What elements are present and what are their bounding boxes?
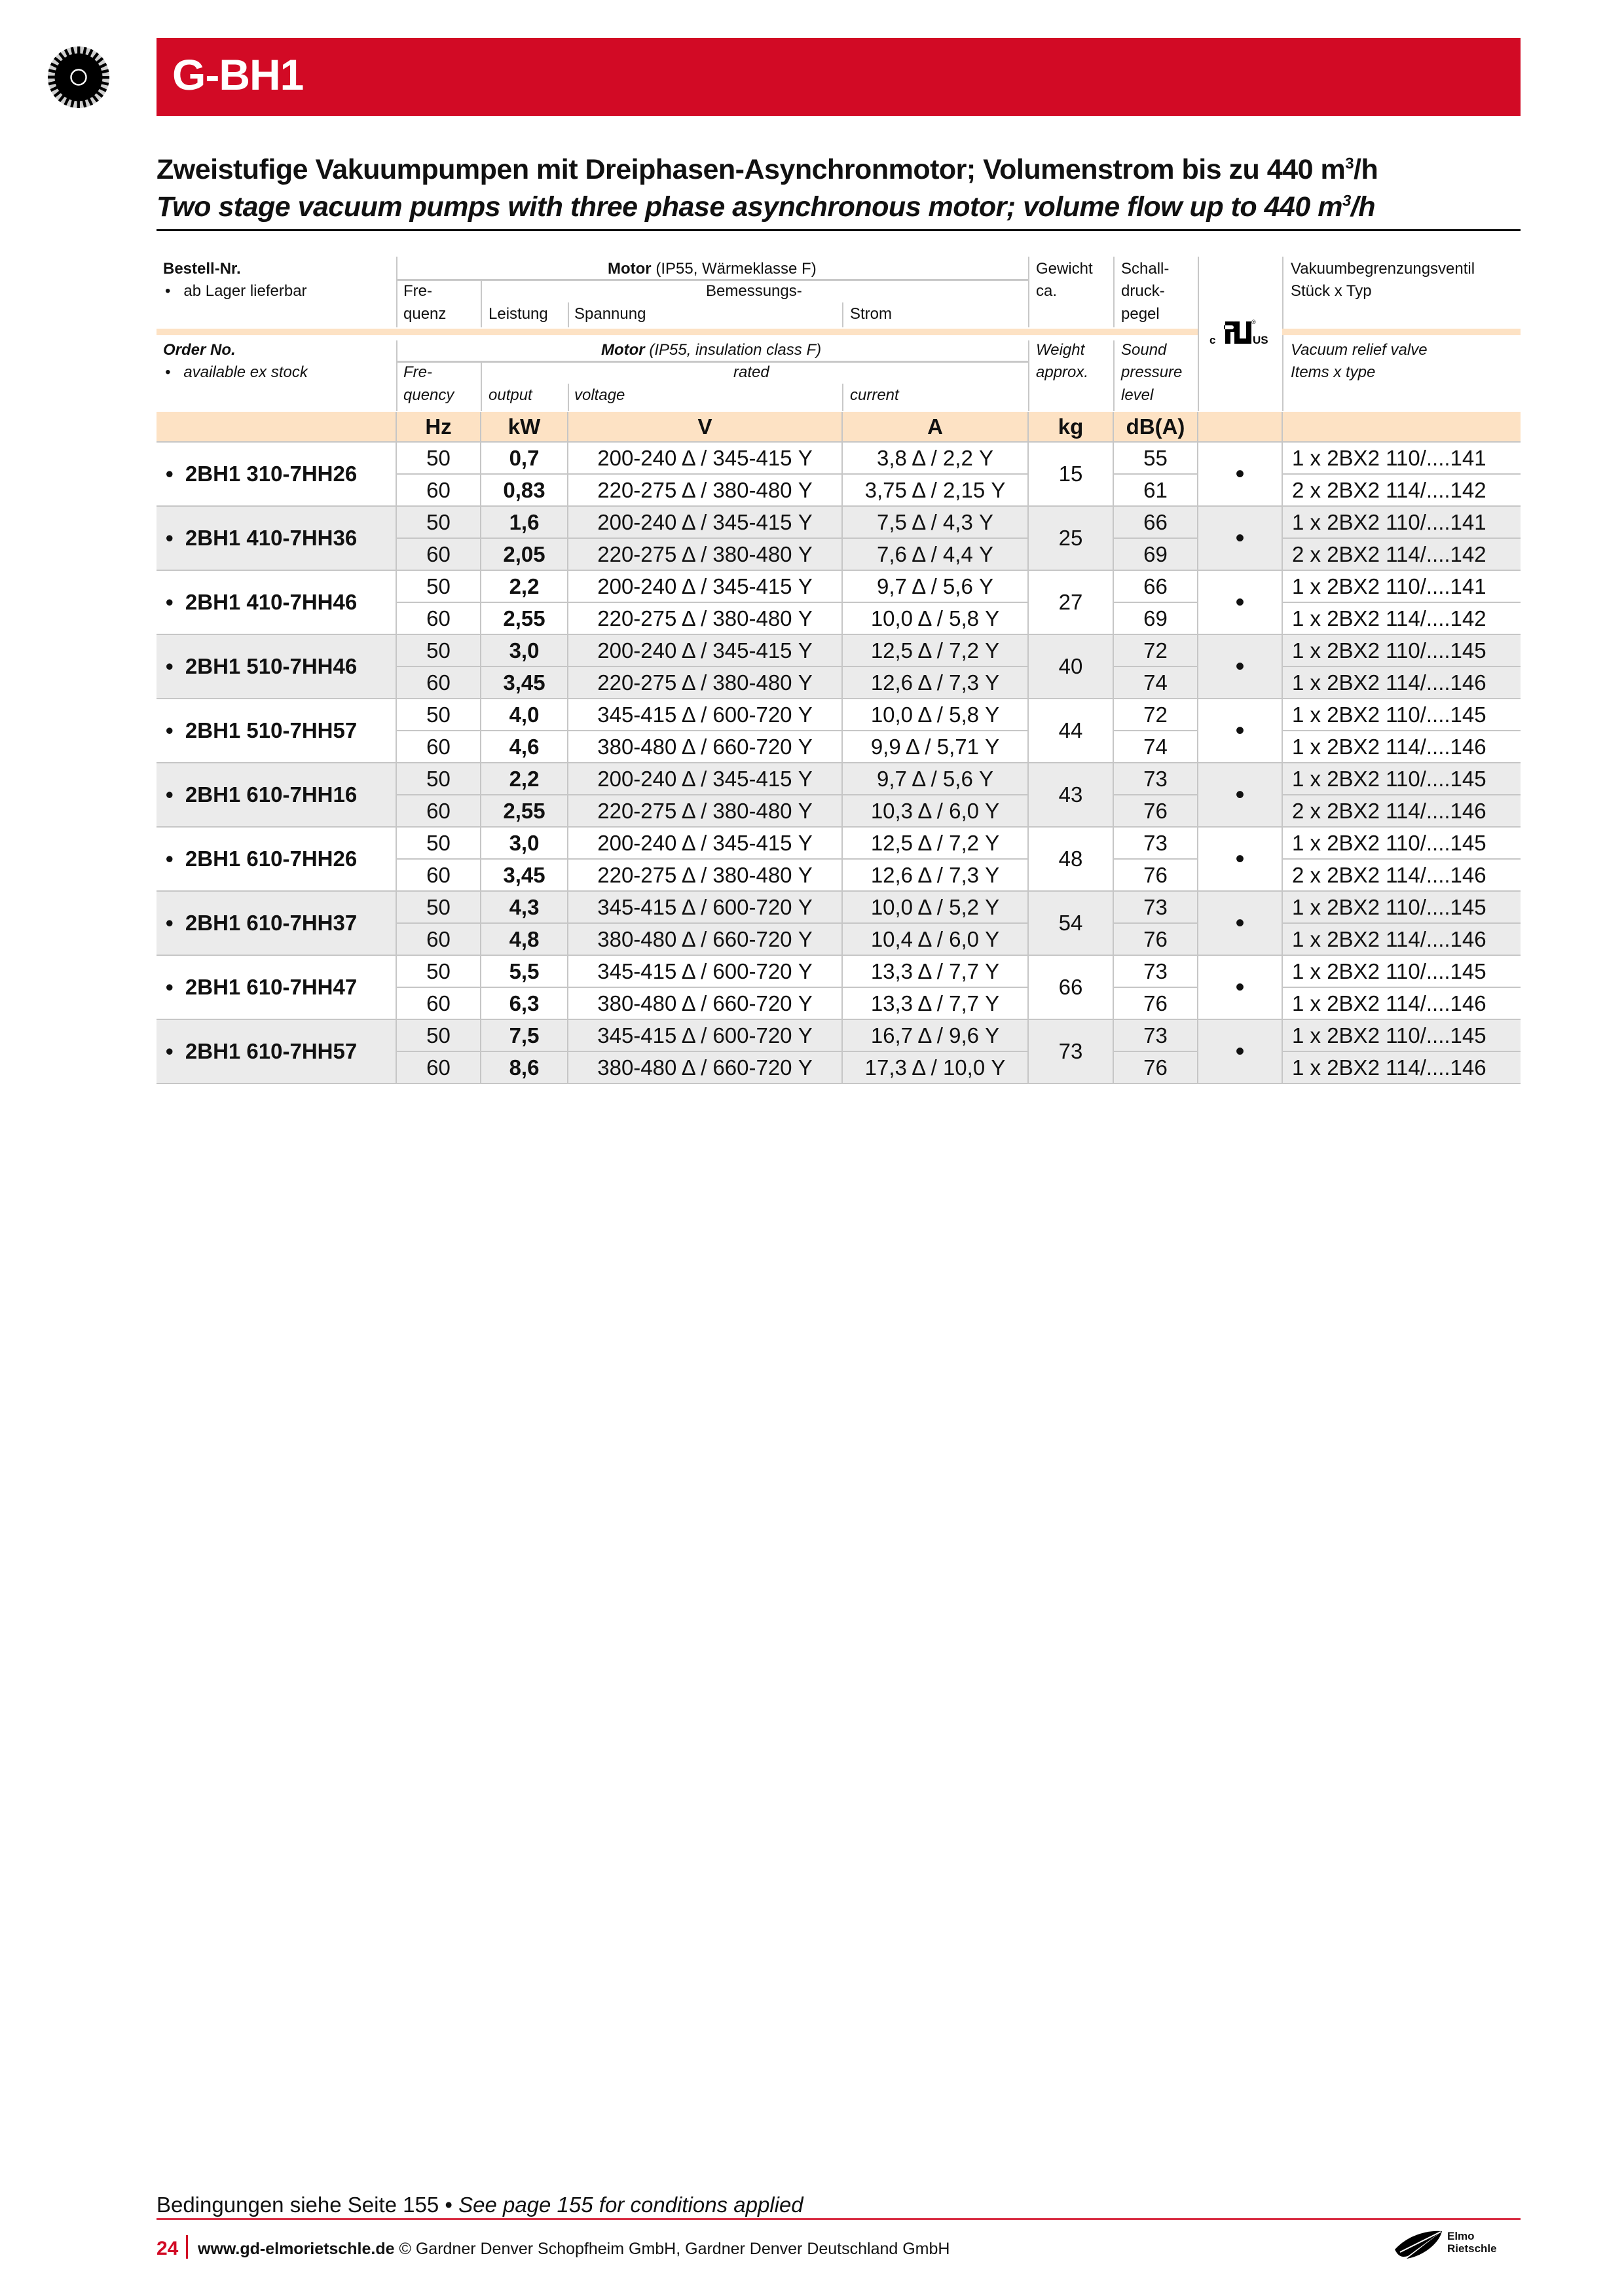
table-row	[157, 506, 1521, 538]
weight-cell: 73	[1028, 1019, 1113, 1084]
weight-label-en-2: approx.	[1036, 363, 1089, 381]
sound-level-cell: 72	[1113, 699, 1198, 731]
ul-approved-cell	[1198, 827, 1282, 891]
sound-level-cell: 55	[1113, 442, 1198, 474]
relief-valve-cell: 1 x 2BX2 110/....145	[1282, 955, 1521, 987]
voltage-cell: 345-415 Δ / 600-720 Y	[568, 1019, 842, 1051]
svg-text:c: c	[1209, 334, 1216, 346]
conditions-note: Bedingungen siehe Seite 155 • See page 155 for conditions applied	[157, 2193, 803, 2217]
sound-label-en-3: level	[1121, 386, 1154, 404]
unit-kw: kW	[481, 412, 568, 442]
output-cell: 5,5	[481, 955, 568, 987]
col-separator	[481, 363, 482, 411]
section-banner	[157, 38, 1521, 116]
frequency-cell: 60	[396, 666, 481, 699]
ul-approved-bullet: •	[1235, 780, 1245, 809]
valve-label-de-2: Stück x Typ	[1291, 282, 1372, 300]
voltage-label-de: Spannung	[574, 305, 646, 323]
frequency-cell: 60	[396, 731, 481, 763]
current-cell: 10,3 Δ / 6,0 Y	[842, 795, 1028, 827]
output-cell: 3,0	[481, 634, 568, 666]
voltage-cell: 220-275 Δ / 380-480 Y	[568, 859, 842, 891]
col-separator	[1028, 257, 1029, 327]
sound-level-cell: 73	[1113, 827, 1198, 859]
current-label-de: Strom	[850, 305, 893, 323]
output-cell: 7,5	[481, 1019, 568, 1051]
weight-label-de-2: ca.	[1036, 282, 1058, 300]
output-cell: 0,7	[481, 442, 568, 474]
order-no-label-de: Bestell-Nr.	[163, 260, 241, 278]
current-cell: 12,5 Δ / 7,2 Y	[842, 827, 1028, 859]
header-band	[1282, 329, 1521, 335]
rated-label-de: Bemessungs-	[706, 282, 802, 300]
output-cell: 4,6	[481, 731, 568, 763]
ul-approved-cell	[1198, 955, 1282, 1019]
freq-label-de-1: Fre-	[403, 282, 432, 300]
voltage-cell: 345-415 Δ / 600-720 Y	[568, 891, 842, 923]
unit-kg: kg	[1028, 412, 1113, 442]
sound-level-cell: 73	[1113, 955, 1198, 987]
voltage-cell: 200-240 Δ / 345-415 Y	[568, 570, 842, 602]
order-no-label-en: Order No.	[163, 341, 236, 359]
unit-cell	[1198, 412, 1282, 442]
relief-valve-cell: 1 x 2BX2 114/....146	[1282, 1051, 1521, 1084]
unit-hz: Hz	[396, 412, 481, 442]
frequency-cell: 60	[396, 987, 481, 1019]
voltage-cell: 200-240 Δ / 345-415 Y	[568, 634, 842, 666]
ul-approved-cell	[1198, 506, 1282, 570]
col-separator	[568, 302, 569, 327]
output-cell: 3,0	[481, 827, 568, 859]
voltage-cell: 380-480 Δ / 660-720 Y	[568, 731, 842, 763]
col-separator	[1028, 340, 1029, 411]
freq-label-en-1: Fre-	[403, 363, 432, 381]
sound-label-en-2: pressure	[1121, 363, 1183, 381]
col-separator	[396, 340, 397, 411]
table-row	[157, 827, 1521, 859]
voltage-cell: 380-480 Δ / 660-720 Y	[568, 1051, 842, 1084]
freq-label-en-2: quency	[403, 386, 454, 404]
frequency-cell: 50	[396, 891, 481, 923]
frequency-cell: 60	[396, 602, 481, 634]
col-separator	[1113, 340, 1115, 411]
unit-v: V	[568, 412, 842, 442]
sound-level-cell: 76	[1113, 795, 1198, 827]
sound-level-cell: 69	[1113, 602, 1198, 634]
valve-label-en-1: Vacuum relief valve	[1291, 341, 1428, 359]
footer-rule	[157, 2218, 1521, 2220]
voltage-cell: 345-415 Δ / 600-720 Y	[568, 955, 842, 987]
website-link[interactable]: www.gd-elmorietschle.de	[198, 2240, 395, 2258]
output-cell: 2,55	[481, 795, 568, 827]
weight-cell: 44	[1028, 699, 1113, 763]
ul-approved-bullet: •	[1235, 651, 1245, 681]
sound-level-cell: 72	[1113, 634, 1198, 666]
svg-text:US: US	[1253, 334, 1268, 346]
voltage-cell: 200-240 Δ / 345-415 Y	[568, 442, 842, 474]
ul-approved-cell	[1198, 763, 1282, 827]
motor-label-de: Motor (IP55, Wärmeklasse F)	[608, 260, 817, 278]
order-number: • 2BH1 610-7HH37	[157, 891, 396, 955]
frequency-cell: 50	[396, 442, 481, 474]
logo-text-2: Rietschle	[1447, 2242, 1497, 2255]
header-band	[157, 329, 1198, 335]
ul-approved-bullet: •	[1235, 1036, 1245, 1066]
ul-approved-cell	[1198, 570, 1282, 634]
units-row	[157, 412, 1521, 442]
output-cell: 2,2	[481, 763, 568, 795]
sound-level-cell: 61	[1113, 474, 1198, 506]
order-number: • 2BH1 310-7HH26	[157, 442, 396, 506]
table-row	[157, 442, 1521, 474]
output-cell: 0,83	[481, 474, 568, 506]
sound-level-cell: 73	[1113, 763, 1198, 795]
voltage-cell: 220-275 Δ / 380-480 Y	[568, 795, 842, 827]
weight-cell: 27	[1028, 570, 1113, 634]
voltage-cell: 200-240 Δ / 345-415 Y	[568, 827, 842, 859]
voltage-cell: 220-275 Δ / 380-480 Y	[568, 666, 842, 699]
freq-label-de-2: quenz	[403, 305, 447, 323]
sound-label-de-3: pegel	[1121, 305, 1160, 323]
page-number: 24	[157, 2238, 179, 2259]
weight-cell: 48	[1028, 827, 1113, 891]
frequency-cell: 50	[396, 699, 481, 731]
unit-cell	[157, 412, 396, 442]
stock-note-en: • available ex stock	[165, 363, 308, 381]
ul-approved-cell	[1198, 699, 1282, 763]
frequency-cell: 50	[396, 506, 481, 538]
current-cell: 12,6 Δ / 7,3 Y	[842, 859, 1028, 891]
swoosh-icon	[1395, 2230, 1442, 2259]
unit-a: A	[842, 412, 1028, 442]
table-row	[157, 570, 1521, 602]
rated-label-en: rated	[733, 363, 769, 381]
relief-valve-cell: 1 x 2BX2 110/....145	[1282, 891, 1521, 923]
sound-label-de-1: Schall-	[1121, 260, 1170, 278]
output-label-en: output	[489, 386, 532, 404]
current-cell: 3,8 Δ / 2,2 Y	[842, 442, 1028, 474]
ul-approved-cell	[1198, 891, 1282, 955]
current-cell: 16,7 Δ / 9,6 Y	[842, 1019, 1028, 1051]
frequency-cell: 60	[396, 795, 481, 827]
relief-valve-cell: 1 x 2BX2 114/....142	[1282, 602, 1521, 634]
output-label-de: Leistung	[489, 305, 548, 323]
frequency-cell: 60	[396, 474, 481, 506]
frequency-cell: 60	[396, 859, 481, 891]
current-cell: 7,5 Δ / 4,3 Y	[842, 506, 1028, 538]
output-cell: 2,55	[481, 602, 568, 634]
weight-cell: 25	[1028, 506, 1113, 570]
col-separator	[396, 257, 397, 327]
col-separator	[1198, 257, 1199, 411]
ul-approved-bullet: •	[1235, 972, 1245, 1002]
pump-spec-table	[157, 412, 1521, 1084]
sound-level-cell: 73	[1113, 1019, 1198, 1051]
weight-cell: 40	[1028, 634, 1113, 699]
stock-note-de: • ab Lager lieferbar	[165, 282, 307, 300]
title-rule	[157, 229, 1521, 231]
frequency-cell: 60	[396, 538, 481, 570]
voltage-cell: 380-480 Δ / 660-720 Y	[568, 987, 842, 1019]
frequency-cell: 50	[396, 1019, 481, 1051]
motor-label-en: Motor (IP55, insulation class F)	[601, 341, 822, 359]
sound-label-en-1: Sound	[1121, 341, 1167, 359]
ul-certification-icon	[1209, 318, 1271, 349]
weight-cell: 43	[1028, 763, 1113, 827]
title-english: Two stage vacuum pumps with three phase asynchronous motor; volume flow up to 440 $m^3/h$	[157, 191, 1376, 223]
order-number: • 2BH1 410-7HH36	[157, 506, 396, 570]
sound-level-cell: 69	[1113, 538, 1198, 570]
relief-valve-cell: 2 x 2BX2 114/....142	[1282, 474, 1521, 506]
col-separator	[568, 384, 569, 411]
sound-level-cell: 74	[1113, 731, 1198, 763]
relief-valve-cell: 2 x 2BX2 114/....142	[1282, 538, 1521, 570]
unit-cell	[1282, 412, 1521, 442]
sound-level-cell: 76	[1113, 987, 1198, 1019]
current-cell: 9,9 Δ / 5,71 Y	[842, 731, 1028, 763]
order-number: • 2BH1 510-7HH57	[157, 699, 396, 763]
table-row	[157, 955, 1521, 987]
current-cell: 13,3 Δ / 7,7 Y	[842, 955, 1028, 987]
relief-valve-cell: 1 x 2BX2 110/....141	[1282, 506, 1521, 538]
col-separator	[1113, 257, 1115, 327]
voltage-cell: 345-415 Δ / 600-720 Y	[568, 699, 842, 731]
frequency-cell: 50	[396, 955, 481, 987]
table-row	[157, 634, 1521, 666]
voltage-cell: 200-240 Δ / 345-415 Y	[568, 506, 842, 538]
output-cell: 4,0	[481, 699, 568, 731]
table-row	[157, 763, 1521, 795]
voltage-cell: 200-240 Δ / 345-415 Y	[568, 763, 842, 795]
output-cell: 6,3	[481, 987, 568, 1019]
ul-approved-bullet: •	[1235, 844, 1245, 873]
unit-db: dB(A)	[1113, 412, 1198, 442]
frequency-cell: 60	[396, 923, 481, 955]
table-row	[157, 1019, 1521, 1051]
sound-level-cell: 66	[1113, 506, 1198, 538]
current-cell: 3,75 Δ / 2,15 Y	[842, 474, 1028, 506]
current-cell: 7,6 Δ / 4,4 Y	[842, 538, 1028, 570]
ul-approved-bullet: •	[1235, 587, 1245, 617]
voltage-cell: 380-480 Δ / 660-720 Y	[568, 923, 842, 955]
relief-valve-cell: 1 x 2BX2 110/....141	[1282, 570, 1521, 602]
sound-level-cell: 76	[1113, 859, 1198, 891]
output-cell: 2,2	[481, 570, 568, 602]
gear-logo-icon	[47, 46, 110, 109]
table-row	[157, 699, 1521, 731]
relief-valve-cell: 1 x 2BX2 110/....145	[1282, 699, 1521, 731]
relief-valve-cell: 1 x 2BX2 110/....145	[1282, 763, 1521, 795]
current-cell: 12,6 Δ / 7,3 Y	[842, 666, 1028, 699]
valve-label-de-1: Vakuumbegrenzungsventil	[1291, 260, 1475, 278]
frequency-cell: 50	[396, 763, 481, 795]
order-number: • 2BH1 610-7HH57	[157, 1019, 396, 1084]
voltage-cell: 220-275 Δ / 380-480 Y	[568, 602, 842, 634]
section-code: G-BH1	[172, 50, 304, 99]
sound-level-cell: 76	[1113, 923, 1198, 955]
current-cell: 9,7 Δ / 5,6 Y	[842, 763, 1028, 795]
relief-valve-cell: 2 x 2BX2 114/....146	[1282, 859, 1521, 891]
frequency-cell: 50	[396, 827, 481, 859]
voltage-label-en: voltage	[574, 386, 625, 404]
title-german: Zweistufige Vakuumpumpen mit Dreiphasen-Asynchronmotor; Volumenstrom bis zu 440 $m^3/h$	[157, 154, 1378, 185]
relief-valve-cell: 1 x 2BX2 114/....146	[1282, 731, 1521, 763]
current-cell: 10,4 Δ / 6,0 Y	[842, 923, 1028, 955]
current-cell: 10,0 Δ / 5,8 Y	[842, 699, 1028, 731]
relief-valve-cell: 1 x 2BX2 114/....146	[1282, 987, 1521, 1019]
svg-text:®: ®	[1251, 319, 1256, 325]
relief-valve-cell: 1 x 2BX2 110/....141	[1282, 442, 1521, 474]
ul-approved-cell	[1198, 634, 1282, 699]
frequency-cell: 60	[396, 1051, 481, 1084]
valve-label-en-2: Items x type	[1291, 363, 1376, 381]
sound-level-cell: 73	[1113, 891, 1198, 923]
ul-approved-bullet: •	[1235, 459, 1245, 488]
sound-level-cell: 66	[1113, 570, 1198, 602]
order-number: • 2BH1 610-7HH16	[157, 763, 396, 827]
current-cell: 9,7 Δ / 5,6 Y	[842, 570, 1028, 602]
order-number: • 2BH1 610-7HH26	[157, 827, 396, 891]
sound-label-de-2: druck-	[1121, 282, 1165, 300]
col-separator	[842, 302, 843, 327]
voltage-cell: 220-275 Δ / 380-480 Y	[568, 474, 842, 506]
order-number: • 2BH1 610-7HH47	[157, 955, 396, 1019]
relief-valve-cell: 1 x 2BX2 114/....146	[1282, 666, 1521, 699]
output-cell: 3,45	[481, 666, 568, 699]
relief-valve-cell: 1 x 2BX2 114/....146	[1282, 923, 1521, 955]
col-separator	[481, 280, 482, 327]
current-cell: 13,3 Δ / 7,7 Y	[842, 987, 1028, 1019]
current-cell: 17,3 Δ / 10,0 Y	[842, 1051, 1028, 1084]
weight-label-de-1: Gewicht	[1036, 260, 1093, 278]
ul-approved-bullet: •	[1235, 523, 1245, 553]
weight-cell: 15	[1028, 442, 1113, 506]
sound-level-cell: 74	[1113, 666, 1198, 699]
relief-valve-cell: 2 x 2BX2 114/....146	[1282, 795, 1521, 827]
weight-cell: 66	[1028, 955, 1113, 1019]
elmo-rietschle-logo	[1395, 2227, 1526, 2260]
col-separator	[842, 384, 843, 411]
relief-valve-cell: 1 x 2BX2 110/....145	[1282, 634, 1521, 666]
weight-label-en-1: Weight	[1036, 341, 1085, 359]
ul-approved-cell	[1198, 1019, 1282, 1084]
current-label-en: current	[850, 386, 899, 404]
current-cell: 10,0 Δ / 5,8 Y	[842, 602, 1028, 634]
footer-text: www.gd-elmorietschle.de © Gardner Denver Schopfheim GmbH, Gardner Denver Deutschland GmbH	[198, 2240, 950, 2258]
logo-text-1: Elmo	[1447, 2230, 1475, 2242]
order-number: • 2BH1 510-7HH46	[157, 634, 396, 699]
ul-approved-bullet: •	[1235, 716, 1245, 745]
table-row	[157, 891, 1521, 923]
frequency-cell: 50	[396, 570, 481, 602]
output-cell: 4,8	[481, 923, 568, 955]
frequency-cell: 50	[396, 634, 481, 666]
order-number: • 2BH1 410-7HH46	[157, 570, 396, 634]
output-cell: 3,45	[481, 859, 568, 891]
ul-approved-cell	[1198, 442, 1282, 506]
voltage-cell: 220-275 Δ / 380-480 Y	[568, 538, 842, 570]
ul-approved-bullet: •	[1235, 908, 1245, 938]
output-cell: 2,05	[481, 538, 568, 570]
output-cell: 8,6	[481, 1051, 568, 1084]
relief-valve-cell: 1 x 2BX2 110/....145	[1282, 1019, 1521, 1051]
footer-divider	[186, 2235, 188, 2259]
output-cell: 4,3	[481, 891, 568, 923]
output-cell: 1,6	[481, 506, 568, 538]
weight-cell: 54	[1028, 891, 1113, 955]
relief-valve-cell: 1 x 2BX2 110/....145	[1282, 827, 1521, 859]
sound-level-cell: 76	[1113, 1051, 1198, 1084]
current-cell: 12,5 Δ / 7,2 Y	[842, 634, 1028, 666]
current-cell: 10,0 Δ / 5,2 Y	[842, 891, 1028, 923]
